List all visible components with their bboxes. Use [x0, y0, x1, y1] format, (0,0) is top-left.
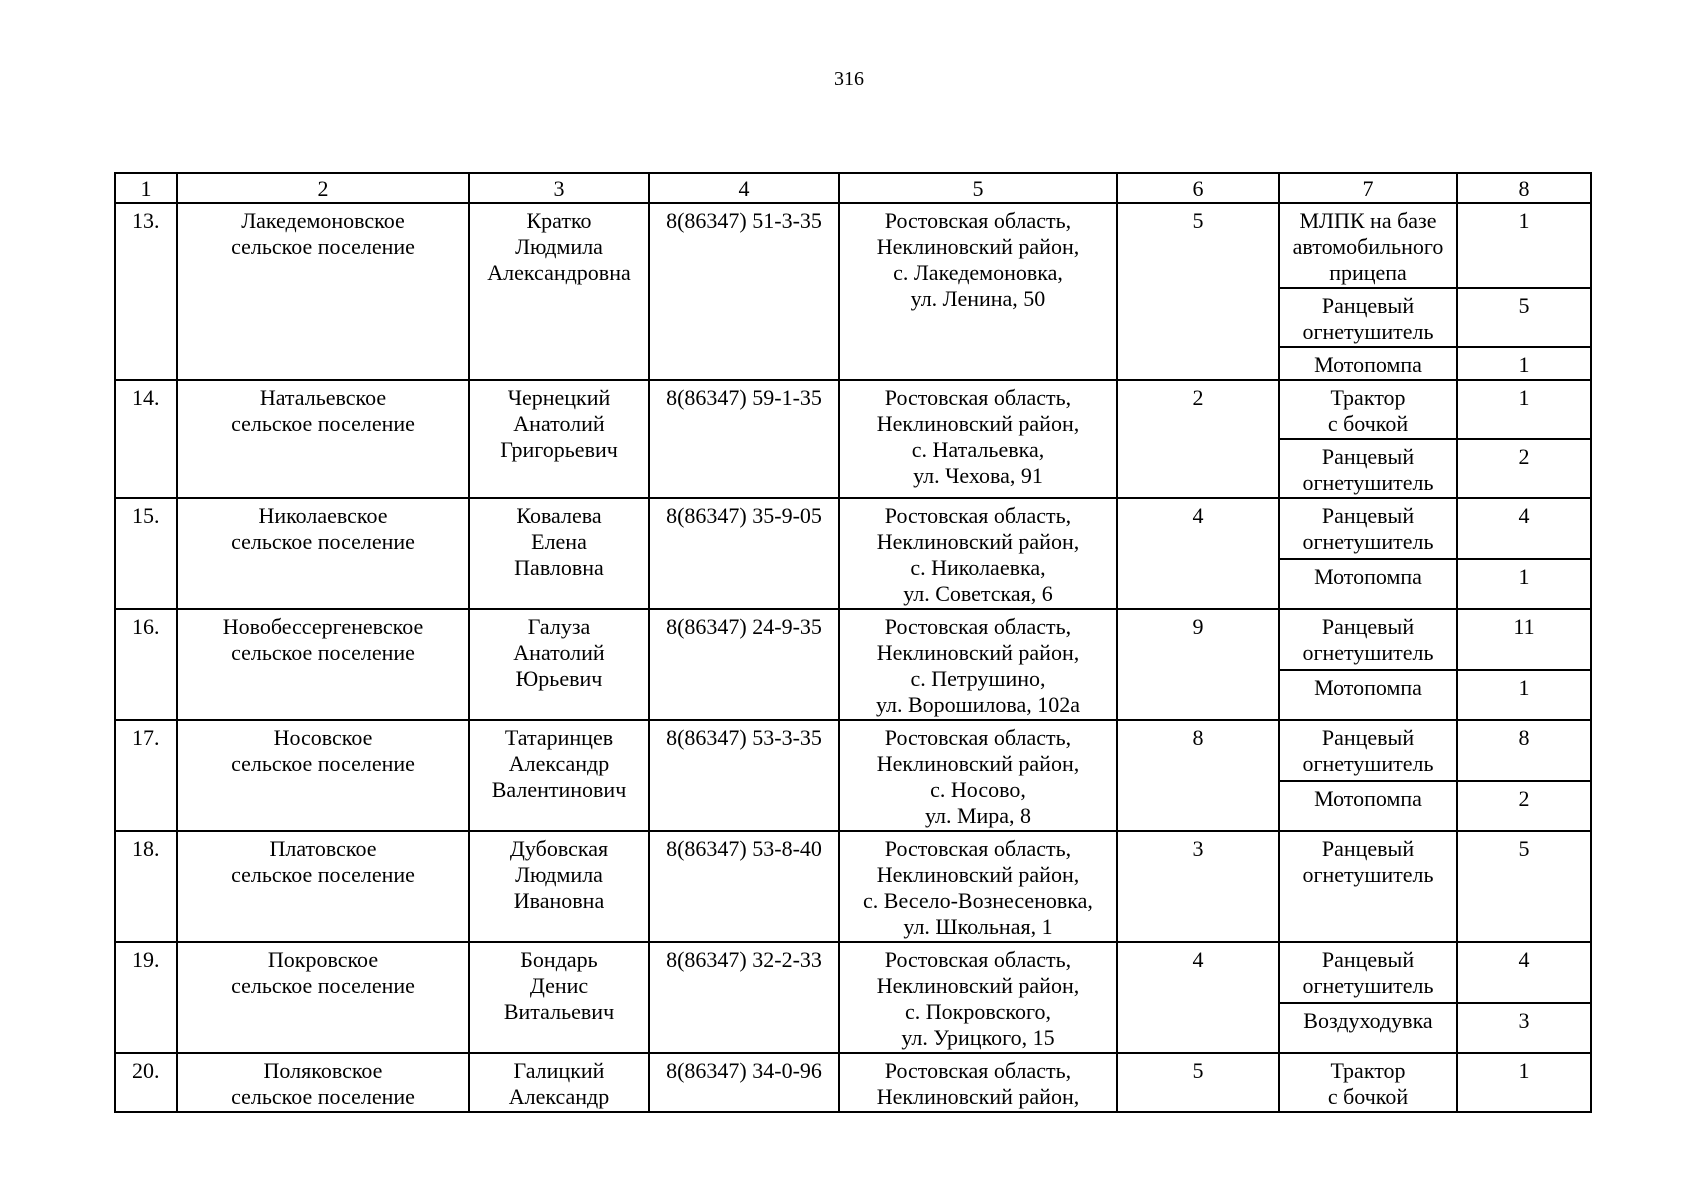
equipment-qty-cell: 5 — [1457, 288, 1591, 347]
equipment-name-cell: Мотопомпа — [1279, 781, 1457, 831]
head-name-cell: Дубовская Людмила Ивановна — [469, 831, 649, 942]
equipment-name-cell: Ранцевый огнетушитель — [1279, 288, 1457, 347]
head-name-cell: Бондарь Денис Витальевич — [469, 942, 649, 1053]
settlement-cell: Покровское сельское поселение — [177, 942, 469, 1053]
address-cell: Ростовская область, Неклиновский район, с. Петрушино, ул. Ворошилова, 102а — [839, 609, 1117, 720]
settlement-cell: Новобессергеневское сельское поселение — [177, 609, 469, 720]
col6-cell: 5 — [1117, 203, 1279, 380]
equipment-name-cell: Мотопомпа — [1279, 670, 1457, 720]
settlement-cell: Платовское сельское поселение — [177, 831, 469, 942]
table-row — [115, 720, 1591, 781]
header-cell: 8 — [1457, 173, 1591, 203]
row-number-cell: 17. — [115, 720, 177, 831]
phone-cell: 8(86347) 53-3-35 — [649, 720, 839, 831]
row-number-cell: 15. — [115, 498, 177, 609]
table-row — [115, 831, 1591, 942]
phone-cell: 8(86347) 32-2-33 — [649, 942, 839, 1053]
col6-cell: 8 — [1117, 720, 1279, 831]
row-number-cell: 18. — [115, 831, 177, 942]
phone-cell: 8(86347) 59-1-35 — [649, 380, 839, 498]
address-cell: Ростовская область, Неклиновский район, с. Весело-Вознесеновка, ул. Школьная, 1 — [839, 831, 1117, 942]
col6-cell: 2 — [1117, 380, 1279, 498]
equipment-name-cell: Ранцевый огнетушитель — [1279, 720, 1457, 781]
equipment-qty-cell: 2 — [1457, 439, 1591, 498]
col6-cell: 4 — [1117, 498, 1279, 609]
equipment-name-cell: Ранцевый огнетушитель — [1279, 831, 1457, 942]
header-cell: 2 — [177, 173, 469, 203]
table-body — [115, 173, 1591, 1112]
equipment-name-cell: Ранцевый огнетушитель — [1279, 942, 1457, 1003]
col6-cell: 3 — [1117, 831, 1279, 942]
equipment-qty-cell: 4 — [1457, 498, 1591, 559]
equipment-name-cell: Трактор с бочкой — [1279, 380, 1457, 439]
equipment-qty-cell: 3 — [1457, 1003, 1591, 1053]
head-name-cell: Кратко Людмила Александровна — [469, 203, 649, 380]
settlement-cell: Николаевское сельское поселение — [177, 498, 469, 609]
equipment-qty-cell: 1 — [1457, 559, 1591, 609]
row-number-cell: 13. — [115, 203, 177, 380]
address-cell: Ростовская область, Неклиновский район, с. Натальевка, ул. Чехова, 91 — [839, 380, 1117, 498]
address-cell: Ростовская область, Неклиновский район, с. Покровского, ул. Урицкого, 15 — [839, 942, 1117, 1053]
header-cell: 4 — [649, 173, 839, 203]
row-number-cell: 19. — [115, 942, 177, 1053]
phone-cell: 8(86347) 24-9-35 — [649, 609, 839, 720]
equipment-qty-cell: 1 — [1457, 670, 1591, 720]
settlement-cell: Поляковское сельское поселение — [177, 1053, 469, 1112]
header-cell: 5 — [839, 173, 1117, 203]
address-cell: Ростовская область, Неклиновский район, с. Николаевка, ул. Советская, 6 — [839, 498, 1117, 609]
equipment-name-cell: Трактор с бочкой — [1279, 1053, 1457, 1112]
equipment-qty-cell: 1 — [1457, 203, 1591, 288]
equipment-qty-cell: 8 — [1457, 720, 1591, 781]
head-name-cell: Галуза Анатолий Юрьевич — [469, 609, 649, 720]
address-cell: Ростовская область, Неклиновский район, с. Носово, ул. Мира, 8 — [839, 720, 1117, 831]
table-row — [115, 380, 1591, 439]
equipment-qty-cell: 11 — [1457, 609, 1591, 670]
row-number-cell: 16. — [115, 609, 177, 720]
equipment-name-cell: Ранцевый огнетушитель — [1279, 439, 1457, 498]
address-cell: Ростовская область, Неклиновский район, с. Лакедемоновка, ул. Ленина, 50 — [839, 203, 1117, 380]
table-row — [115, 203, 1591, 288]
header-cell: 7 — [1279, 173, 1457, 203]
table-row — [115, 498, 1591, 559]
phone-cell: 8(86347) 35-9-05 — [649, 498, 839, 609]
equipment-name-cell: Мотопомпа — [1279, 559, 1457, 609]
header-cell: 1 — [115, 173, 177, 203]
equipment-qty-cell: 1 — [1457, 347, 1591, 380]
header-row — [115, 173, 1591, 203]
equipment-qty-cell: 2 — [1457, 781, 1591, 831]
table-row — [115, 1053, 1591, 1112]
equipment-name-cell: МЛПК на базе автомобильного прицепа — [1279, 203, 1457, 288]
settlement-cell: Лакедемоновское сельское поселение — [177, 203, 469, 380]
col6-cell: 9 — [1117, 609, 1279, 720]
equipment-qty-cell: 1 — [1457, 1053, 1591, 1112]
equipment-name-cell: Воздуходувка — [1279, 1003, 1457, 1053]
equipment-qty-cell: 5 — [1457, 831, 1591, 942]
phone-cell: 8(86347) 51-3-35 — [649, 203, 839, 380]
head-name-cell: Чернецкий Анатолий Григорьевич — [469, 380, 649, 498]
head-name-cell: Галицкий Александр — [469, 1053, 649, 1112]
header-cell: 3 — [469, 173, 649, 203]
phone-cell: 8(86347) 53-8-40 — [649, 831, 839, 942]
equipment-name-cell: Мотопомпа — [1279, 347, 1457, 380]
equipment-qty-cell: 4 — [1457, 942, 1591, 1003]
table-row — [115, 609, 1591, 670]
col6-cell: 4 — [1117, 942, 1279, 1053]
settlement-cell: Носовское сельское поселение — [177, 720, 469, 831]
address-cell: Ростовская область, Неклиновский район, — [839, 1053, 1117, 1112]
equipment-name-cell: Ранцевый огнетушитель — [1279, 498, 1457, 559]
col6-cell: 5 — [1117, 1053, 1279, 1112]
equipment-name-cell: Ранцевый огнетушитель — [1279, 609, 1457, 670]
settlements-table — [114, 172, 1592, 1113]
row-number-cell: 14. — [115, 380, 177, 498]
settlement-cell: Натальевское сельское поселение — [177, 380, 469, 498]
head-name-cell: Татаринцев Александр Валентинович — [469, 720, 649, 831]
row-number-cell: 20. — [115, 1053, 177, 1112]
head-name-cell: Ковалева Елена Павловна — [469, 498, 649, 609]
equipment-qty-cell: 1 — [1457, 380, 1591, 439]
header-cell: 6 — [1117, 173, 1279, 203]
table-row — [115, 942, 1591, 1003]
phone-cell: 8(86347) 34-0-96 — [649, 1053, 839, 1112]
page-number: 316 — [834, 68, 864, 90]
